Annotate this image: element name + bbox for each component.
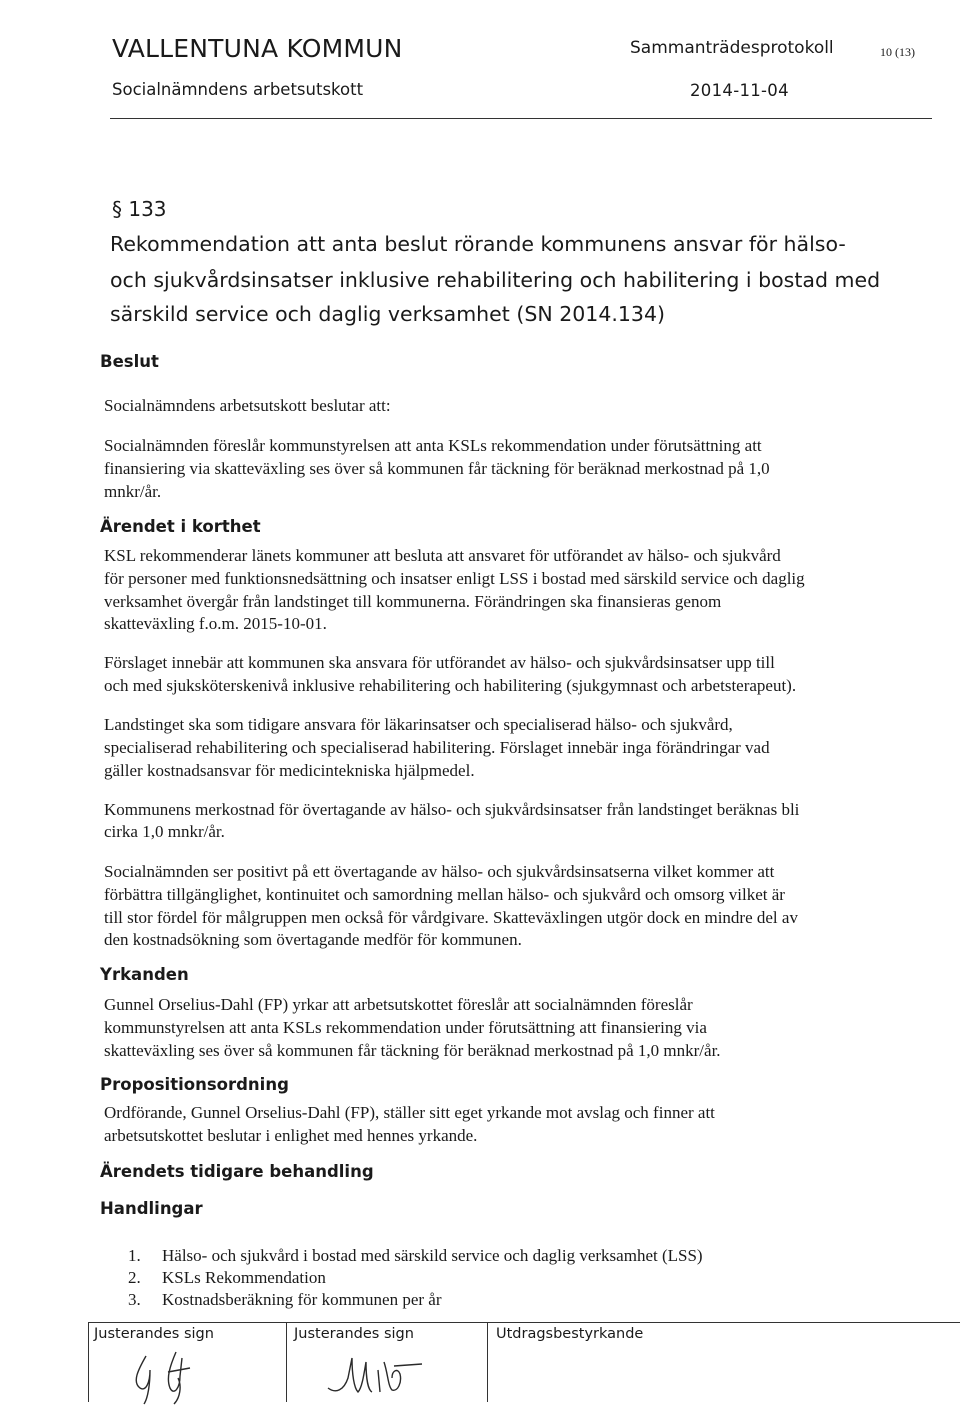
beslut-intro: Socialnämndens arbetsutskott beslutar att: — [104, 396, 391, 415]
arendet-text-line: till stor fördel för målgruppen men också för vårdgivare. Skatteväxlingen utgör dock en mindre del av — [104, 908, 798, 927]
list-item-number: 2. — [128, 1268, 141, 1287]
meeting-date: 2014-11-04 — [690, 81, 789, 100]
protocol-label: Sammanträdesprotokoll — [630, 38, 834, 58]
list-item: KSLs Rekommendation — [162, 1268, 326, 1287]
arendet-text-line: specialiserad rehabilitering och specialiserad habilitering. Förslaget innebär inga förändringar vad — [104, 738, 770, 757]
signature-initials-1 — [120, 1348, 220, 1406]
page-number: 10 (13) — [880, 45, 915, 59]
signature-table-border — [88, 1322, 960, 1323]
arendet-text-line: Kommunens merkostnad för övertagande av hälso- och sjukvårdsinsatser från landstinget beräknas bli — [104, 800, 800, 819]
signature-table-border — [286, 1322, 287, 1402]
yrkanden-text-line: skatteväxling ses över så kommunen får täckning för beräknad merkostnad på 1,0 mnkr/år. — [104, 1041, 721, 1060]
arendet-text-line: och med sjuksköterskenivå inklusive rehabilitering och habilitering (sjukgymnast och arbetsterapeut). — [104, 676, 797, 695]
signature-stroke — [378, 1362, 422, 1392]
list-item-number: 1. — [128, 1246, 141, 1265]
propositionsordning-text-line: arbetsutskottet beslutar i enlighet med hennes yrkande. — [104, 1126, 478, 1145]
section-title-line: Rekommendation att anta beslut rörande kommunens ansvar för hälso- — [110, 232, 846, 256]
arendet-text-line: förbättra tillgänglighet, kontinuitet och samordning mellan hälso- och sjukvård och omsorg vilket är — [104, 885, 785, 904]
signature-stroke — [168, 1352, 190, 1404]
list-item: Kostnadsberäkning för kommunen per år — [162, 1290, 442, 1309]
signature-table-border — [88, 1322, 89, 1402]
arendet-text-line: för personer med funktionsnedsättning och insatser enligt LSS i bostad med särskild service och daglig — [104, 569, 805, 588]
arendet-text-line: Socialnämnden ser positivt på ett övertagande av hälso- och sjukvårdsinsatserna vilket kommer att — [104, 862, 775, 881]
beslut-text-line: finansiering via skatteväxling ses över så kommunen får täckning för beräknad merkostnad på 1,0 — [104, 459, 770, 478]
signature-table-border — [487, 1322, 488, 1402]
beslut-heading: Beslut — [100, 352, 159, 371]
header-divider — [110, 118, 932, 119]
arendet-text-line: cirka 1,0 mnkr/år. — [104, 822, 225, 841]
signature-label-1: Justerandes sign — [94, 1326, 214, 1342]
tidigare-behandling-heading: Ärendets tidigare behandling — [100, 1162, 374, 1181]
yrkanden-text-line: kommunstyrelsen att anta KSLs rekommendation under förutsättning att finansiering via — [104, 1018, 707, 1037]
arendet-text-line: gäller kostnadsansvar för medicintekniska hjälpmedel. — [104, 761, 475, 780]
arendet-heading: Ärendet i korthet — [100, 517, 261, 536]
beslut-text-line: Socialnämnden föreslår kommunstyrelsen att anta KSLs rekommendation under förutsättning att — [104, 436, 762, 455]
propositionsordning-heading: Propositionsordning — [100, 1075, 289, 1094]
propositionsordning-text-line: Ordförande, Gunnel Orselius-Dahl (FP), ställer sitt eget yrkande mot avslag och finner att — [104, 1103, 715, 1122]
handlingar-heading: Handlingar — [100, 1199, 203, 1218]
arendet-text-line: KSL rekommenderar länets kommuner att besluta att ansvaret för utförandet av hälso- och sjukvård — [104, 546, 781, 565]
beslut-text-line: mnkr/år. — [104, 482, 162, 501]
signature-stroke — [136, 1356, 150, 1404]
arendet-text-line: Landstinget ska som tidigare ansvara för läkarinsatser och specialiserad hälso- och sjukvård, — [104, 715, 733, 734]
organization-name: VALLENTUNA KOMMUN — [112, 34, 403, 63]
arendet-text-line: Förslaget innebär att kommunen ska ansvara för utförandet av hälso- och sjukvårdsinsatser upp till — [104, 653, 775, 672]
list-item: Hälso- och sjukvård i bostad med särskild service och daglig verksamhet (LSS) — [162, 1246, 703, 1265]
section-title-line: och sjukvårdsinsatser inklusive rehabilitering och habilitering i bostad med — [110, 268, 881, 292]
section-number: § 133 — [112, 197, 167, 221]
committee-name: Socialnämndens arbetsutskott — [112, 80, 364, 99]
arendet-text-line: skatteväxling f.o.m. 2015-10-01. — [104, 614, 327, 633]
signature-initials-2 — [322, 1348, 442, 1406]
list-item-number: 3. — [128, 1290, 141, 1309]
yrkanden-text-line: Gunnel Orselius-Dahl (FP) yrkar att arbetsutskottet föreslår att socialnämnden föreslår — [104, 995, 693, 1014]
extract-certification-label: Utdragsbestyrkande — [496, 1326, 644, 1342]
arendet-text-line: den kostnadsökning som övertagande medför för kommunen. — [104, 930, 522, 949]
section-title-line: särskild service och daglig verksamhet (SN 2014.134) — [110, 302, 666, 326]
arendet-text-line: verksamhet övergår från landstinget till kommunerna. Förändringen ska finansieras genom — [104, 592, 722, 611]
yrkanden-heading: Yrkanden — [100, 965, 189, 984]
signature-stroke — [328, 1358, 372, 1392]
signature-label-2: Justerandes sign — [294, 1326, 414, 1342]
